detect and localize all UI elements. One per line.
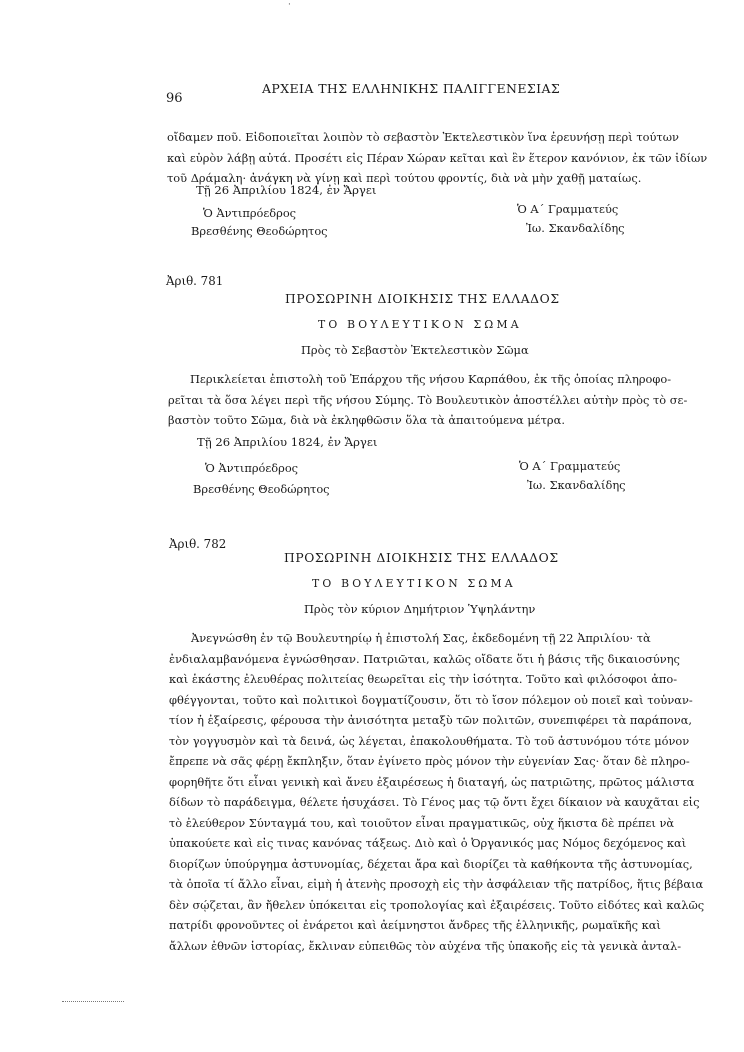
- text-line: ἔπρεπε νὰ σᾶς φέρῃ ἔκπληξιν, ὅταν ἐγίνετο πρὸς μόνον τὴν εὐγενίαν Σας· ὅταν δὲ πληρο-: [169, 754, 690, 768]
- signature-left-title: Ὁ Ἀντιπρόεδρος: [205, 461, 299, 475]
- text-line: οἴδαμεν ποῦ. Εἰδοποιεῖται λοιπὸν τὸ σεβαστὸν Ἐκτελεστικὸν ἵνα ἐρευνήσῃ περὶ τούτων: [167, 130, 679, 144]
- document-heading: ΠΡΟΣΩΡΙΝΗ ΔΙΟΙΚΗΣΙΣ ΤΗΣ ΕΛΛΑΔΟΣ: [285, 292, 560, 306]
- text-line: ὑπακούετε καὶ εἰς τινας κανόνας τάξεως. Διὸ καὶ ὁ Ὀργανικός μας Νόμος δεχόμενος καὶ: [169, 836, 687, 850]
- signature-right-title: Ὁ Α΄ Γραμματεύς: [517, 202, 619, 216]
- signature-left-name: Βρεσθένης Θεοδώρητος: [193, 482, 330, 496]
- addressee: Πρὸς τὸν κύριον Δημήτριον Ὑψηλάντην: [304, 602, 536, 616]
- text-line: τοῦ Δράμαλη· ἀνάγκη νὰ γίνῃ καὶ περὶ τούτου φροντίς, διὰ νὰ μὴν χαθῇ ματαίως.: [167, 171, 642, 185]
- text-line: τὰ ὁποῖα τί ἄλλο εἶναι, εἰμὴ ἡ ἀτενὴς προσοχὴ εἰς τὴν ἀσφάλειαν τῆς πατρίδος, ἥτις βέβαια: [169, 877, 704, 891]
- document-number: Ἀριθ. 782: [169, 537, 227, 551]
- text-line: Ἀνεγνώσθη ἐν τῷ Βουλευτηρίῳ ἡ ἐπιστολή Σας, ἐκδεδομένη τῇ 22 Ἀπριλίου· τὰ: [191, 631, 651, 645]
- dateline: Τῇ 26 Ἀπριλίου 1824, ἐν Ἄργει: [197, 435, 378, 449]
- text-line: διορίζων ὑπούργημα ἀστυνομίας, δέχεται ἄρα καὶ διορίζει τὰ καθήκοντα τῆς ἀστυνομίας,: [169, 856, 693, 871]
- document-number: Ἀριθ. 781: [166, 274, 224, 288]
- text-line: δίδων τὸ παράδειγμα, θέλετε ἡσυχάσει. Τὸ Γένος μας τῷ ὄντι ἔχει δίκαιον νὰ καυχᾶται εἰς: [169, 795, 700, 809]
- text-line: πατρίδι φρονοῦντες οἱ ἐνάρετοι καὶ ἀείμνηστοι ἄνδρες τῆς ἑλληνικῆς, ρωμαϊκῆς καὶ: [169, 918, 661, 932]
- text-line: τίον ἡ ἐξαίρεσις, φέρουσα τὴν ἀνισότητα μεταξὺ τῶν πολιτῶν, συνεπιφέρει τὰ παράπονα,: [169, 713, 693, 727]
- text-line: ρεῖται τὰ ὅσα λέγει περὶ τῆς νήσου Σύμης. Τὸ Βουλευτικὸν ἀποστέλλει αὐτὴν πρὸς τὸ σε-: [168, 392, 688, 407]
- footer-scan-mark: [62, 1001, 124, 1002]
- document-body: [168, 369, 688, 431]
- signature-right-name: Ἰω. Σκανδαλίδης: [526, 221, 625, 235]
- text-line: φθέγγονται, τοῦτο καὶ πολιτικοὶ δογματίζουσιν, ὅτι τὸ ἴσον πόλεμον οὐ ποιεῖ καὶ τοὐναν-: [169, 692, 693, 707]
- page-number: 96: [166, 91, 183, 106]
- dateline: Τῇ 26 Ἀπριλίου 1824, ἐν Ἄργει: [196, 183, 377, 197]
- addressee: Πρὸς τὸ Σεβαστὸν Ἐκτελεστικὸν Σῶμα: [301, 343, 529, 357]
- signature-right-title: Ὁ Α΄ Γραμματεύς: [519, 459, 621, 473]
- text-line: ἐνδιαλαμβανόμενα ἐγνώσθησαν. Πατριῶται, καλῶς οἴδατε ὅτι ἡ βάσις τῆς δικαιοσύνης: [169, 651, 680, 666]
- document-body: [169, 628, 705, 956]
- running-title: ΑΡΧΕΙΑ ΤΗΣ ΕΛΛΗΝΙΚΗΣ ΠΑΛΙΓΓΕΝΕΣΙΑΣ: [262, 81, 561, 96]
- signature-left-title: Ὁ Ἀντιπρόεδρος: [203, 206, 297, 220]
- continued-paragraph: [167, 127, 708, 189]
- text-line: τὸν γογγυσμὸν καὶ τὰ δεινά, ὡς λέγεται, ἐπακολουθήματα. Τὸ τοῦ ἀστυνόμου τότε μόνον: [169, 733, 690, 748]
- text-line: βαστὸν τοῦτο Σῶμα, διὰ νὰ ἐκληφθῶσιν ὅλα τὰ ἀπαιτούμενα μέτρα.: [168, 413, 565, 427]
- signature-left-name: Βρεσθένης Θεοδώρητος: [191, 224, 328, 238]
- text-line: τὸ ἐλεύθερον Σύνταγμά του, καὶ τοιοῦτον εἶναι πραγματικῶς, οὐχ ἥκιστα δὲ πρέπει νὰ: [169, 815, 675, 830]
- top-edge-mark: ·: [288, 0, 291, 10]
- text-line: δὲν σῴζεται, ἂν ἤθελεν ὑπόκειται εἰς τροπολογίας καὶ ἐξαιρέσεις. Τοῦτο εἰδότες καὶ καλῶς: [169, 897, 705, 912]
- document-heading: ΠΡΟΣΩΡΙΝΗ ΔΙΟΙΚΗΣΙΣ ΤΗΣ ΕΛΛΑΔΟΣ: [284, 551, 559, 565]
- signature-right-name: Ἰω. Σκανδαλίδης: [527, 478, 626, 492]
- text-line: καὶ εὑρὸν λάβῃ αὐτά. Προσέτι εἰς Πέραν Χώραν κεῖται καὶ ἓν ἕτερον κανόνιον, ἐκ τῶν ἰδίων: [167, 150, 708, 165]
- issuing-body: ΤΟ ΒΟΥΛΕΥΤΙΚΟΝ ΣΩΜΑ: [312, 577, 516, 590]
- text-line: Περικλείεται ἐπιστολὴ τοῦ Ἐπάρχου τῆς νήσου Καρπάθου, ἐκ τῆς ὁποίας πληροφο-: [190, 372, 672, 386]
- issuing-body: ΤΟ ΒΟΥΛΕΥΤΙΚΟΝ ΣΩΜΑ: [318, 318, 522, 331]
- text-line: φορηθῆτε ὅτι εἶναι γενικὴ καὶ ἄνευ ἐξαιρέσεως ἡ διαταγή, ὡς πατριῶτης, πρῶτος μάλιστα: [169, 774, 695, 789]
- text-line: ἄλλων ἐθνῶν ἱστορίας, ἔκλιναν εὐπειθῶς τὸν αὐχένα τῆς ὑπακοῆς εἰς τὰ γενικὰ ἀνταλ-: [169, 938, 682, 953]
- text-line: καὶ ἑκάστης ἐλευθέρας πολιτείας θεωρεῖται εἰς τὴν ἰσότητα. Τοῦτο καὶ φιλόσοφοι ἀπο-: [169, 672, 678, 686]
